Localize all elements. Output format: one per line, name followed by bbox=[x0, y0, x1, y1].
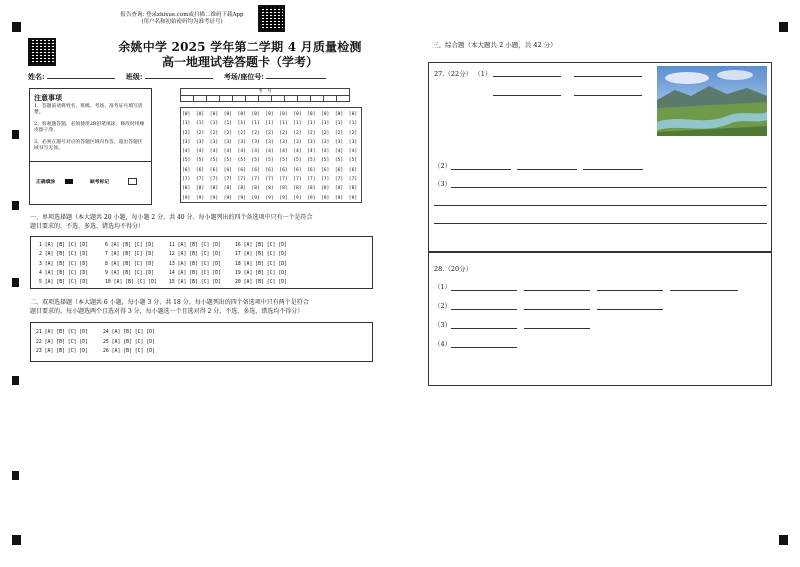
alignment-mark bbox=[12, 471, 19, 480]
choice-row[interactable]: 18 [A] [B] [C] [D] bbox=[235, 261, 287, 267]
exam-id-digit-bubble[interactable]: [5] bbox=[209, 158, 219, 164]
exam-id-digit-bubble[interactable]: [7] bbox=[334, 177, 344, 183]
exam-id-cell[interactable] bbox=[246, 96, 259, 102]
alignment-mark bbox=[12, 535, 21, 545]
exam-id-cell[interactable] bbox=[324, 96, 337, 102]
exam-id-cell[interactable] bbox=[194, 96, 207, 102]
choice-column bbox=[105, 241, 157, 287]
alignment-mark bbox=[779, 535, 788, 545]
exam-title: 余姚中学 2025 学年第二学期 4 月质量检测 bbox=[118, 40, 362, 54]
exam-id-digit-bubble[interactable]: [2] bbox=[334, 130, 344, 136]
section2-heading-line2: 题目要求的。每小题选两个且选对得 3 分，每小题选一个且选对得 2 分，不选、多选、错选均不得分） bbox=[30, 308, 304, 315]
exam-id-digit-bubble[interactable]: [3] bbox=[293, 139, 302, 145]
exam-id-digit-bubble[interactable]: [9] bbox=[321, 195, 330, 201]
exam-id-digit-bubble[interactable]: [4] bbox=[209, 149, 219, 155]
exam-id-digit-bubble[interactable]: [5] bbox=[223, 158, 232, 164]
choice-row[interactable]: 20 [A] [B] [C] [D] bbox=[235, 280, 287, 286]
exam-id-digit-bubble[interactable]: [9] bbox=[182, 195, 191, 201]
alignment-mark bbox=[12, 278, 19, 287]
exam-id-digit-bubble[interactable]: [6] bbox=[209, 167, 219, 173]
exam-id-digit-bubble[interactable]: [4] bbox=[195, 149, 205, 155]
exam-id-digit-bubble[interactable]: [4] bbox=[223, 149, 232, 155]
choice-row[interactable]: 7 [A] [B] [C] [D] bbox=[105, 252, 155, 258]
choice-column bbox=[36, 328, 88, 357]
exam-id-digit-bubble[interactable]: [4] bbox=[321, 149, 330, 155]
exam-id-digit-column bbox=[293, 110, 301, 203]
exam-id-digit-bubble[interactable]: [0] bbox=[182, 112, 191, 117]
choice-row[interactable]: 16 [A] [B] [C] [D] bbox=[235, 243, 287, 248]
exam-id-digit-bubble[interactable]: [1] bbox=[209, 121, 219, 127]
exam-id-digit-bubble[interactable]: [9] bbox=[265, 195, 274, 201]
room-label: 考场/座位号: bbox=[223, 72, 264, 81]
exam-id-cell[interactable] bbox=[220, 96, 233, 102]
exam-id-digit-bubble[interactable]: [3] bbox=[279, 139, 288, 145]
exam-id-digit-bubble[interactable]: [1] bbox=[251, 121, 260, 127]
choice-row[interactable]: 23 [A] [B] [C] [D] bbox=[36, 349, 88, 354]
exam-id-digit-bubble[interactable]: [7] bbox=[209, 177, 219, 183]
report-notice-line2: (用户名和初始密码均为准考证号) bbox=[141, 19, 223, 25]
exam-id-digit-bubble[interactable]: [5] bbox=[182, 158, 191, 164]
exam-id-digit-column bbox=[210, 110, 218, 203]
exam-id-digit-bubble[interactable]: [3] bbox=[237, 139, 246, 145]
exam-id-digit-column bbox=[265, 110, 273, 203]
exam-id-bubbles bbox=[180, 107, 362, 203]
q28-part3-label: （3） bbox=[434, 321, 452, 329]
top-qr-code bbox=[258, 5, 285, 32]
q28-label: 28.（20分） bbox=[434, 265, 473, 273]
exam-id-digit-bubble[interactable]: [2] bbox=[307, 130, 316, 136]
exam-id-digit-bubble[interactable]: [9] bbox=[251, 195, 260, 201]
q27-part1-label: （1） bbox=[474, 70, 492, 78]
exam-id-cell[interactable] bbox=[298, 96, 311, 102]
exam-id-cell[interactable] bbox=[272, 96, 285, 102]
exam-id-digit-bubble[interactable]: [5] bbox=[195, 158, 205, 164]
exam-id-digit-bubble[interactable]: [9] bbox=[348, 195, 358, 201]
answer-line[interactable] bbox=[451, 328, 517, 329]
exam-id-digit-bubble[interactable]: [7] bbox=[321, 177, 330, 183]
exam-id-digit-bubble[interactable]: [3] bbox=[348, 139, 358, 145]
section1-heading bbox=[30, 213, 375, 231]
choice-row[interactable]: 10 [A] [B] [C] [D] bbox=[105, 280, 157, 286]
exam-id-grid bbox=[180, 88, 350, 102]
choice-row[interactable]: 13 [A] [B] [C] [D] bbox=[169, 261, 221, 267]
exam-id-digit-bubble[interactable]: [9] bbox=[223, 195, 232, 201]
alignment-mark bbox=[779, 22, 788, 32]
q28-answer-box bbox=[428, 252, 772, 386]
exam-id-digit-bubble[interactable]: [9] bbox=[279, 195, 288, 201]
exam-id-digit-bubble[interactable]: [6] bbox=[195, 167, 205, 173]
exam-id-digit-bubble[interactable]: [8] bbox=[223, 186, 232, 192]
choice-row[interactable]: 3 [A] [B] [C] [D] bbox=[39, 261, 89, 267]
exam-id-digit-bubble[interactable]: [2] bbox=[348, 130, 358, 136]
landscape-photo-graphic bbox=[657, 66, 767, 136]
exam-id-digit-bubble[interactable]: [1] bbox=[321, 121, 330, 127]
exam-id-digit-column bbox=[279, 110, 287, 203]
q27-label bbox=[434, 69, 491, 78]
choice-column bbox=[103, 328, 155, 357]
choice-row[interactable]: 15 [A] [B] [C] [D] bbox=[169, 280, 221, 286]
exam-id-digit-bubble[interactable]: [6] bbox=[182, 167, 191, 173]
exam-id-digit-bubble[interactable]: [4] bbox=[237, 149, 246, 155]
choice-column bbox=[39, 241, 88, 287]
exam-id-digit-column bbox=[335, 110, 343, 203]
exam-id-digit-bubble[interactable]: [3] bbox=[265, 139, 274, 145]
exam-id-digit-bubble[interactable]: [5] bbox=[265, 158, 274, 164]
exam-id-digit-column bbox=[182, 110, 190, 203]
choice-row[interactable]: 14 [A] [B] [C] [D] bbox=[169, 270, 221, 276]
choice-column bbox=[235, 241, 287, 287]
choice-row[interactable]: 5 [A] [B] [C] [D] bbox=[39, 280, 89, 286]
answer-line[interactable] bbox=[451, 290, 517, 291]
exam-id-digit-bubble[interactable]: [2] bbox=[209, 130, 219, 136]
exam-id-digit-bubble[interactable]: [1] bbox=[265, 121, 274, 127]
notice-box bbox=[29, 88, 152, 205]
exam-id-digit-bubble[interactable]: [4] bbox=[348, 149, 358, 155]
name-label: 姓名: bbox=[28, 72, 45, 81]
exam-id-digit-bubble[interactable]: [8] bbox=[195, 186, 205, 192]
choice-row[interactable]: 25 [A] [B] [C] [D] bbox=[103, 339, 155, 345]
exam-id-digit-bubble[interactable]: [2] bbox=[321, 130, 330, 136]
exam-id-digit-bubble[interactable]: [4] bbox=[279, 149, 288, 155]
room-field[interactable] bbox=[266, 78, 326, 79]
section3-heading: 三、综合题（本大题共 2 小题，共 42 分） bbox=[432, 41, 557, 49]
choice-row[interactable]: 26 [A] [B] [C] [D] bbox=[103, 349, 155, 354]
alignment-mark bbox=[12, 201, 19, 210]
exam-id-digit-bubble[interactable]: [2] bbox=[237, 130, 246, 136]
exam-id-digit-bubble[interactable]: [0] bbox=[321, 112, 330, 117]
exam-id-digit-column bbox=[196, 110, 204, 203]
alignment-mark bbox=[12, 130, 19, 139]
exam-id-digit-bubble[interactable]: [9] bbox=[195, 195, 205, 201]
section2-heading bbox=[30, 298, 375, 316]
exam-id-digit-bubble[interactable]: [1] bbox=[279, 121, 288, 127]
answer-line[interactable] bbox=[493, 76, 561, 77]
name-field[interactable] bbox=[47, 78, 115, 79]
exam-id-digit-bubble[interactable]: [1] bbox=[195, 121, 205, 127]
choice-row[interactable]: 6 [A] [B] [C] [D] bbox=[105, 243, 155, 248]
answer-line[interactable] bbox=[524, 309, 590, 310]
exam-id-digit-bubble[interactable]: [8] bbox=[334, 186, 344, 192]
exam-id-digit-column bbox=[349, 110, 357, 203]
choice-row[interactable]: 19 [A] [B] [C] [D] bbox=[235, 270, 287, 276]
exam-id-digit-column bbox=[321, 110, 329, 203]
exam-id-digit-bubble[interactable]: [1] bbox=[237, 121, 246, 127]
exam-id-digit-bubble[interactable]: [0] bbox=[348, 112, 358, 117]
exam-id-cell[interactable] bbox=[181, 96, 194, 102]
exam-id-digit-bubble[interactable]: [2] bbox=[251, 130, 260, 136]
exam-id-digit-bubble[interactable]: [8] bbox=[321, 186, 330, 192]
answer-line[interactable] bbox=[670, 290, 738, 291]
exam-id-cell[interactable] bbox=[285, 96, 298, 102]
exam-id-digit-bubble[interactable]: [2] bbox=[182, 130, 191, 136]
exam-id-digit-bubble[interactable]: [0] bbox=[265, 112, 274, 117]
q28-part4-label: （4） bbox=[434, 340, 452, 348]
exam-id-digit-bubble[interactable]: [0] bbox=[209, 112, 219, 117]
exam-id-digit-bubble[interactable]: [7] bbox=[237, 177, 246, 183]
alignment-mark bbox=[12, 376, 19, 385]
exam-id-digit-bubble[interactable]: [0] bbox=[251, 112, 260, 117]
answer-line[interactable] bbox=[574, 76, 642, 77]
exam-id-digit-bubble[interactable]: [5] bbox=[334, 158, 344, 164]
exam-id-digit-bubble[interactable]: [8] bbox=[293, 186, 302, 192]
exam-id-digit-bubble[interactable]: [6] bbox=[307, 167, 316, 173]
answer-line[interactable] bbox=[524, 290, 590, 291]
choice-row[interactable]: 21 [A] [B] [C] [D] bbox=[36, 330, 88, 335]
exam-id-digit-bubble[interactable]: [0] bbox=[223, 112, 232, 117]
exam-id-cell[interactable] bbox=[207, 96, 220, 102]
exam-id-digit-bubble[interactable]: [8] bbox=[279, 186, 288, 192]
exam-id-digit-column bbox=[238, 110, 246, 203]
exam-id-digit-column bbox=[307, 110, 315, 203]
alignment-mark bbox=[12, 22, 21, 32]
q27-number: 27.（22分） bbox=[434, 70, 473, 78]
exam-id-cell[interactable] bbox=[259, 96, 272, 102]
exam-id-digit-bubble[interactable]: [7] bbox=[223, 177, 232, 183]
section1-heading-line2: 题目要求的，不选、多选、错选均不得分） bbox=[30, 223, 145, 230]
choice-column bbox=[169, 241, 221, 287]
exam-id-digit-bubble[interactable]: [2] bbox=[195, 130, 205, 136]
exam-id-digit-bubble[interactable]: [6] bbox=[293, 167, 302, 173]
answer-line[interactable] bbox=[451, 187, 767, 188]
exam-id-digit-bubble[interactable]: [7] bbox=[265, 177, 274, 183]
exam-id-digit-bubble[interactable]: [9] bbox=[334, 195, 344, 201]
section2-heading-line1: 二、双项选择题（本大题共 6 小题，每小题 3 分，共 18 分。每小题列出的四个备选项中只有两个是符合 bbox=[30, 299, 309, 306]
exam-id-digit-bubble[interactable]: [8] bbox=[251, 186, 260, 192]
report-notice bbox=[112, 12, 252, 26]
exam-id-digit-bubble[interactable]: [4] bbox=[307, 149, 316, 155]
exam-id-digit-bubble[interactable]: [8] bbox=[209, 186, 219, 192]
left-qr-code bbox=[28, 38, 56, 66]
exam-id-digit-bubble[interactable]: [8] bbox=[237, 186, 246, 192]
exam-id-digit-bubble[interactable]: [8] bbox=[265, 186, 274, 192]
choice-row[interactable]: 12 [A] [B] [C] [D] bbox=[169, 252, 221, 258]
exam-id-digit-bubble[interactable]: [2] bbox=[223, 130, 232, 136]
exam-id-digit-bubble[interactable]: [0] bbox=[334, 112, 344, 117]
answer-line[interactable] bbox=[524, 328, 590, 329]
exam-id-digit-bubble[interactable]: [6] bbox=[334, 167, 344, 173]
exam-id-digit-bubble[interactable]: [8] bbox=[307, 186, 316, 192]
choice-row[interactable]: 9 [A] [B] [C] [D] bbox=[105, 270, 155, 276]
section2-answer-box bbox=[30, 322, 373, 362]
exam-id-label: 考 号 bbox=[181, 89, 350, 96]
exam-id-digit-bubble[interactable]: [6] bbox=[237, 167, 246, 173]
answer-line[interactable] bbox=[597, 309, 663, 310]
exam-id-digit-bubble[interactable]: [3] bbox=[182, 139, 191, 145]
q27-part3-label: （3） bbox=[434, 180, 452, 188]
exam-id-digit-bubble[interactable]: [2] bbox=[293, 130, 302, 136]
exam-id-digit-bubble[interactable]: [0] bbox=[237, 112, 246, 117]
notice-item: 3、必须在题号对应的答题区域内作答，超出答题区域书写无效。 bbox=[34, 140, 143, 152]
exam-id-digit-bubble[interactable]: [1] bbox=[348, 121, 358, 127]
correct-fill-sample bbox=[65, 179, 73, 184]
q27-part2-label: （2） bbox=[434, 162, 452, 170]
exam-id-digit-bubble[interactable]: [3] bbox=[307, 139, 316, 145]
exam-id-digit-bubble[interactable]: [7] bbox=[348, 177, 358, 183]
student-fields bbox=[28, 72, 378, 82]
exam-id-cell[interactable] bbox=[233, 96, 246, 102]
exam-id-digit-bubble[interactable]: [7] bbox=[182, 177, 191, 183]
notice-item: 1、答题前请将姓名、班级、考场、准考证号填写清楚。 bbox=[34, 104, 143, 116]
exam-id-digit-bubble[interactable]: [1] bbox=[182, 121, 191, 127]
exam-id-digit-bubble[interactable]: [5] bbox=[348, 158, 358, 164]
exam-id-digit-bubble[interactable]: [6] bbox=[321, 167, 330, 173]
exam-id-digit-bubble[interactable]: [6] bbox=[348, 167, 358, 173]
absent-mark-label: 缺考标记 bbox=[90, 179, 110, 185]
exam-id-digit-bubble[interactable]: [5] bbox=[307, 158, 316, 164]
exam-id-digit-bubble[interactable]: [1] bbox=[307, 121, 316, 127]
exam-id-digit-bubble[interactable]: [3] bbox=[209, 139, 219, 145]
exam-id-digit-bubble[interactable]: [7] bbox=[307, 177, 316, 183]
exam-id-digit-bubble[interactable]: [1] bbox=[293, 121, 302, 127]
exam-id-cell[interactable] bbox=[337, 96, 350, 102]
exam-id-digit-bubble[interactable]: [4] bbox=[334, 149, 344, 155]
exam-id-digit-bubble[interactable]: [8] bbox=[348, 186, 358, 192]
exam-id-cell[interactable] bbox=[311, 96, 324, 102]
exam-id-digit-bubble[interactable]: [1] bbox=[223, 121, 232, 127]
notice-heading: 注意事项 bbox=[34, 93, 62, 102]
answer-line[interactable] bbox=[434, 205, 767, 206]
exam-id-digit-bubble[interactable]: [6] bbox=[265, 167, 274, 173]
answer-line[interactable] bbox=[451, 169, 511, 170]
exam-id-digit-bubble[interactable]: [5] bbox=[237, 158, 246, 164]
choice-row[interactable]: 22 [A] [B] [C] [D] bbox=[36, 339, 88, 345]
answer-line[interactable] bbox=[517, 169, 577, 170]
exam-id-digit-column bbox=[252, 110, 260, 203]
exam-id-digit-bubble[interactable]: [3] bbox=[251, 139, 260, 145]
exam-id-digit-bubble[interactable]: [5] bbox=[321, 158, 330, 164]
choice-row[interactable]: 11 [A] [B] [C] [D] bbox=[169, 243, 221, 248]
notice-item: 2、客观题答题，必须使用2B铅笔填涂，修改时用橡皮擦干净。 bbox=[34, 122, 145, 134]
exam-id-digit-bubble[interactable]: [9] bbox=[293, 195, 302, 201]
exam-id-digit-bubble[interactable]: [5] bbox=[251, 158, 260, 164]
choice-row[interactable]: 4 [A] [B] [C] [D] bbox=[39, 270, 89, 276]
exam-id-digit-column bbox=[224, 110, 232, 203]
class-field[interactable] bbox=[145, 78, 213, 79]
section1-answer-box bbox=[30, 236, 373, 289]
class-label: 班级: bbox=[125, 72, 143, 81]
exam-id-digit-bubble[interactable]: [5] bbox=[279, 158, 288, 164]
choice-row[interactable]: 1 [A] [B] [C] [D] bbox=[39, 243, 89, 248]
section1-heading-line1: 一、单项选择题（本大题共 20 小题，每小题 2 分，共 40 分。每小题列出的四个备选项中只有一个是符合 bbox=[30, 214, 313, 221]
exam-id-digit-bubble[interactable]: [1] bbox=[334, 121, 344, 127]
exam-id-digit-bubble[interactable]: [4] bbox=[251, 149, 260, 155]
absent-mark-box[interactable] bbox=[128, 178, 137, 185]
exam-id-digit-bubble[interactable]: [9] bbox=[209, 195, 219, 201]
answer-line[interactable] bbox=[434, 223, 767, 224]
exam-id-digit-bubble[interactable]: [7] bbox=[195, 177, 205, 183]
exam-id-digit-bubble[interactable]: [9] bbox=[307, 195, 316, 201]
choice-row[interactable]: 17 [A] [B] [C] [D] bbox=[235, 252, 287, 258]
exam-id-digit-bubble[interactable]: [9] bbox=[237, 195, 246, 201]
answer-line[interactable] bbox=[574, 95, 642, 96]
exam-id-digit-bubble[interactable]: [0] bbox=[293, 112, 302, 117]
exam-id-digit-bubble[interactable]: [3] bbox=[223, 139, 232, 145]
exam-id-digit-bubble[interactable]: [4] bbox=[265, 149, 274, 155]
exam-id-digit-bubble[interactable]: [0] bbox=[279, 112, 288, 117]
exam-id-digit-bubble[interactable]: [3] bbox=[321, 139, 330, 145]
exam-id-digit-bubble[interactable]: [7] bbox=[279, 177, 288, 183]
exam-id-digit-bubble[interactable]: [7] bbox=[293, 177, 302, 183]
exam-id-digit-bubble[interactable]: [8] bbox=[182, 186, 191, 192]
answer-line[interactable] bbox=[451, 347, 517, 348]
exam-id-digit-bubble[interactable]: [4] bbox=[293, 149, 302, 155]
exam-id-digit-bubble[interactable]: [6] bbox=[251, 167, 260, 173]
answer-line[interactable] bbox=[597, 290, 663, 291]
answer-line[interactable] bbox=[493, 95, 561, 96]
report-notice-line1: 报告查询: 登录zhixue.com或扫描二维码下载App bbox=[120, 12, 244, 18]
answer-line[interactable] bbox=[451, 309, 517, 310]
exam-id-digit-bubble[interactable]: [2] bbox=[279, 130, 288, 136]
correct-fill-label: 正确填涂 bbox=[36, 179, 56, 185]
landscape-photo bbox=[657, 66, 767, 136]
q28-part1-label: （1） bbox=[434, 283, 452, 291]
exam-id-digit-bubble[interactable]: [4] bbox=[182, 149, 191, 155]
exam-id-digit-bubble[interactable]: [3] bbox=[334, 139, 344, 145]
exam-id-digit-bubble[interactable]: [0] bbox=[307, 112, 316, 117]
exam-id-digit-bubble[interactable]: [7] bbox=[251, 177, 260, 183]
exam-id-digit-bubble[interactable]: [5] bbox=[293, 158, 302, 164]
exam-id-digit-bubble[interactable]: [6] bbox=[279, 167, 288, 173]
q28-part2-label: （2） bbox=[434, 302, 452, 310]
q27-answer-box bbox=[428, 62, 772, 252]
choice-row[interactable]: 24 [A] [B] [C] [D] bbox=[103, 330, 155, 335]
answer-line[interactable] bbox=[583, 169, 643, 170]
choice-row[interactable]: 2 [A] [B] [C] [D] bbox=[39, 252, 89, 258]
exam-id-digit-bubble[interactable]: [0] bbox=[195, 112, 205, 117]
exam-id-digit-bubble[interactable]: [3] bbox=[195, 139, 205, 145]
exam-subtitle: 高一地理试卷答题卡（学考） bbox=[161, 55, 318, 69]
exam-id-digit-bubble[interactable]: [6] bbox=[223, 167, 232, 173]
choice-row[interactable]: 8 [A] [B] [C] [D] bbox=[105, 261, 155, 267]
exam-id-digit-bubble[interactable]: [2] bbox=[265, 130, 274, 136]
